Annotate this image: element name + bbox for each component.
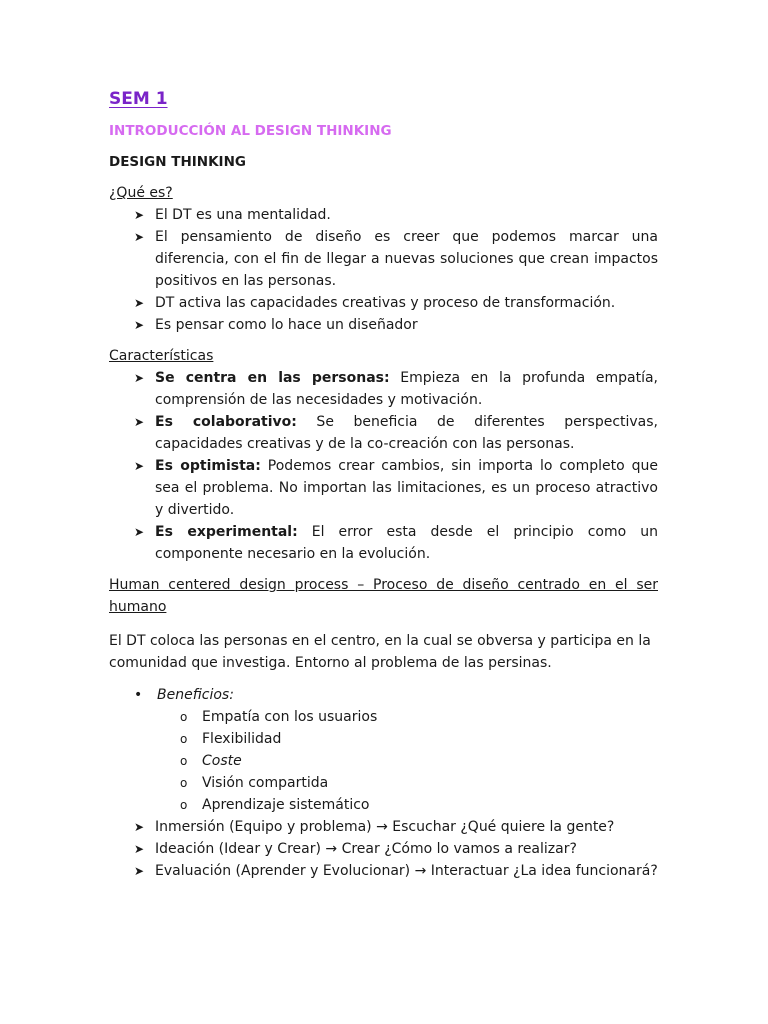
list-item: ➤ Evaluación (Aprender y Evolucionar) → Interactuar ¿La idea funcionará? [109, 860, 658, 882]
list-item: ➤ Inmersión (Equipo y problema) → Escuchar ¿Qué quiere la gente? [109, 816, 658, 838]
arrow-bullet-icon: ➤ [134, 459, 145, 473]
caracteristicas-list [109, 367, 658, 565]
list-item: ➤ Es optimista: Podemos crear cambios, sin importa lo completo que sea el problema. No importan las limitaciones, es un proceso atractivo y divertido. [109, 455, 658, 521]
circle-bullet-icon: o [180, 732, 188, 746]
circle-bullet-icon: o [180, 710, 188, 724]
right-arrow-icon: → [414, 863, 427, 879]
list-item: o Aprendizaje sistemático [109, 794, 658, 816]
right-arrow-icon: → [325, 841, 338, 857]
section-title: SEM 1 [109, 89, 168, 109]
arrow-bullet-icon: ➤ [134, 371, 145, 385]
arrow-bullet-icon: ➤ [134, 208, 145, 222]
arrow-bullet-icon: ➤ [134, 820, 145, 834]
list-item: ➤ El pensamiento de diseño es creer que podemos marcar una diferencia, con el fin de llegar a nuevas soluciones que crean impactos positivos en las personas. [109, 226, 658, 292]
que-es-heading: ¿Qué es? [109, 185, 173, 201]
arrow-bullet-icon: ➤ [134, 230, 145, 244]
list-item: ➤ DT activa las capacidades creativas y proceso de transformación. [109, 292, 658, 314]
arrow-bullet-icon: ➤ [134, 415, 145, 429]
circle-bullet-icon: o [180, 754, 188, 768]
que-es-list [109, 204, 658, 336]
list-item: ➤ Es experimental: El error esta desde el principio como un componente necesario en la evolución. [109, 521, 658, 565]
list-item: ➤ El DT es una mentalidad. [109, 204, 658, 226]
design-thinking-heading: DESIGN THINKING [109, 154, 246, 170]
arrow-bullet-icon: ➤ [134, 318, 145, 332]
arrow-bullet-icon: ➤ [134, 842, 145, 856]
circle-bullet-icon: o [180, 776, 188, 790]
document-page [109, 88, 658, 882]
circle-bullet-icon: o [180, 798, 188, 812]
benefits-bullet: • Beneficios: [109, 684, 658, 706]
list-item: ➤ Es pensar como lo hace un diseñador [109, 314, 658, 336]
benefits-list [109, 706, 658, 816]
arrow-bullet-icon: ➤ [134, 864, 145, 878]
list-item: ➤ Se centra en las personas: Empieza en la profunda empatía, comprensión de las necesidades y motivación. [109, 367, 658, 411]
bullet-dot-icon: • [134, 687, 143, 703]
human-centered-heading: Human centered design process – Proceso de diseño centrado en el ser humano [109, 577, 658, 615]
arrow-bullet-icon: ➤ [134, 296, 145, 310]
human-centered-paragraph: El DT coloca las personas en el centro, en la cual se obversa y participa en la comunidad que investiga. Entorno al problema de las persinas. [109, 633, 651, 671]
list-item: o Coste [109, 750, 658, 772]
phases-list [109, 816, 658, 882]
list-item: o Flexibilidad [109, 728, 658, 750]
list-item: ➤ Es colaborativo: Se beneficia de diferentes perspectivas, capacidades creativas y de la co-creación con las personas. [109, 411, 658, 455]
arrow-bullet-icon: ➤ [134, 525, 145, 539]
right-arrow-icon: → [376, 819, 388, 835]
caracteristicas-heading: Características [109, 348, 214, 364]
intro-heading: INTRODUCCIÓN AL DESIGN THINKING [109, 123, 392, 139]
list-item: o Visión compartida [109, 772, 658, 794]
list-item: o Empatía con los usuarios [109, 706, 658, 728]
list-item: ➤ Ideación (Idear y Crear) → Crear ¿Cómo lo vamos a realizar? [109, 838, 658, 860]
